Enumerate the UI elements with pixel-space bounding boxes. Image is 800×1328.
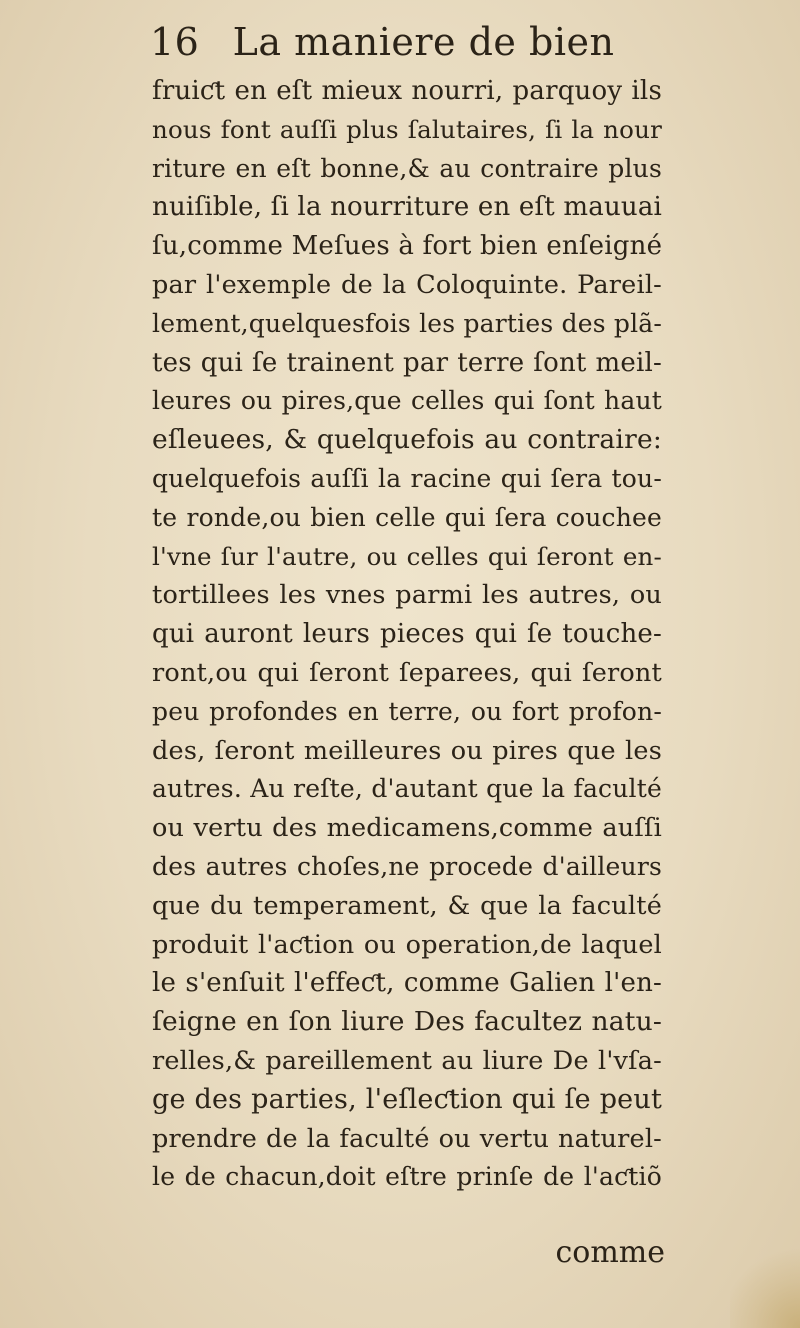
text-line: prendre de la faculté ou vertu naturel- — [152, 1123, 662, 1154]
text-line: nous font auſſi plus ſalutaires, ſi la nour — [152, 114, 662, 144]
text-line: l'vne ſur l'autre, ou celles qui ſeront en- — [152, 541, 662, 571]
text-line: leures ou pires,que celles qui ſont haut — [152, 386, 662, 416]
text-line: relles,& pareillement au liure De l'vſa- — [152, 1045, 662, 1076]
text-line: ront,ou qui ſeront ſeparees, qui ſeront — [152, 657, 662, 688]
text-line: par l'exemple de la Coloquinte. Pareil- — [152, 269, 662, 300]
text-line: ſeigne en ſon liure Des facultez natu- — [152, 1006, 662, 1038]
text-line: des autres choſes,ne procede d'ailleurs — [152, 851, 662, 881]
text-line: autres. Au reſte, d'autant que la faculté — [152, 774, 662, 804]
text-line: des, ſeront meilleures ou pires que les — [152, 735, 662, 766]
text-line: ſu,comme Meſues à fort bien enſeigné — [152, 231, 662, 262]
text-line: que du temperament, & que la faculté — [152, 890, 662, 921]
body-text — [152, 72, 662, 1197]
text-line: tortillees les vnes parmi les autres, ou — [152, 580, 662, 611]
text-line: lement,quelquesfois les parties des plã- — [152, 308, 662, 338]
text-line: le s'enſuit l'effeƈt, comme Galien l'en- — [152, 968, 662, 999]
text-line: ou vertu des medicamens,comme auſſi — [152, 813, 662, 844]
text-line: peu profondes en terre, ou fort profon- — [152, 696, 662, 726]
page-number: 16 — [150, 20, 200, 64]
text-line: riture en eſt bonne,& au contraire plus — [152, 153, 662, 183]
text-line: eſleuees, & quelquefois au contraire: — [152, 424, 662, 456]
text-line: fruiƈt en eſt mieux nourri, parquoy ils — [152, 76, 662, 106]
text-line: quelquefois auſſi la racine qui ſera tou- — [152, 463, 662, 493]
catchword: comme — [555, 1235, 665, 1270]
running-title: La maniere de bien — [232, 20, 615, 64]
text-line: ge des parties, l'eſleƈtion qui ſe peut — [152, 1083, 662, 1115]
page-header — [150, 14, 670, 70]
text-line: produit l'aƈtion ou operation,de laquel — [152, 929, 662, 960]
text-line: tes qui ſe trainent par terre ſont meil- — [152, 347, 662, 378]
text-line: te ronde,ou bien celle qui ſera couchee — [152, 502, 662, 532]
text-line: le de chacun,doit eſtre prinſe de l'aƈtiõ — [152, 1162, 662, 1192]
page-stain — [730, 1248, 800, 1328]
text-line: qui auront leurs pieces qui ſe touche- — [152, 619, 662, 650]
text-line: nuiſible, ſi la nourriture en eſt mauuai — [152, 192, 662, 223]
